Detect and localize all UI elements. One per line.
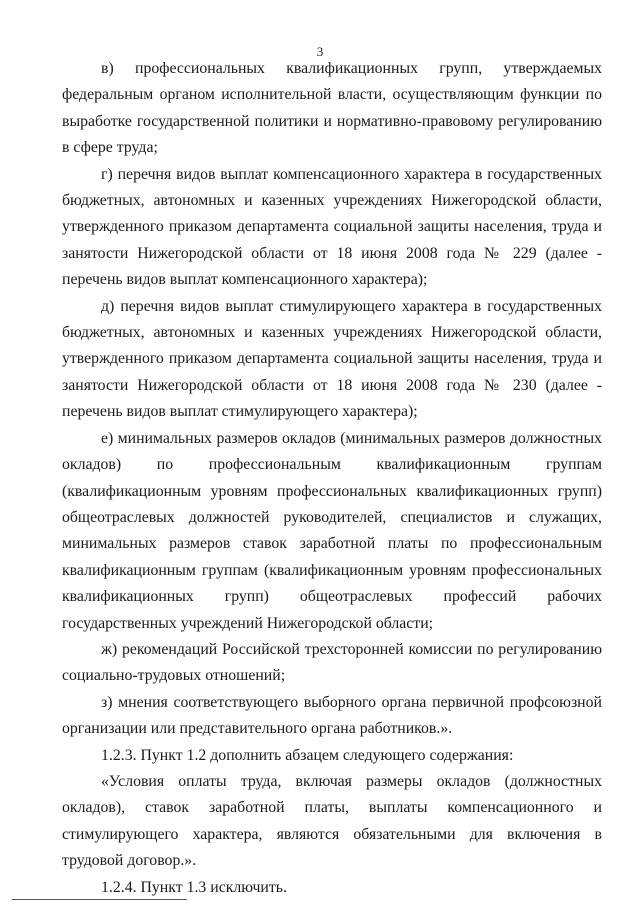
paragraph-v: в) профессиональных квалификационных групп, утверждаемых федеральным органом исполнительной власти, осуществляющим функции по выработке государственной политики и нормативно-правовому регулированию в сфере труда; (62, 60, 602, 157)
paragraph-g: г) перечня видов выплат компенсационного характера в государственных бюджетных, автономных и казенных учреждениях Нижегородской области, утвержденного приказом департамента социальной защиты населения, труда и занятости Нижегородской области от 18 июня 2008 года № 229 (далее - перечень видов выплат компенсационного характера); (62, 165, 602, 289)
paragraph-1-2-4: 1.2.4. Пункт 1.3 исключить. (101, 878, 287, 896)
paragraph-1-2-3: 1.2.3. Пункт 1.2 дополнить абзацем следующего содержания: (101, 746, 514, 764)
paragraph-e: е) минимальных размеров окладов (минимальных размеров должностных окладов) по профессиональным квалификационным группам (квалификационным уровням профессиональных квалификационных групп) общеотраслевых должностей руководителей, специалистов и служащих, минимальных размеров ставок заработной платы по профессиональным квалификационным группам (квалификационным уровням профессиональных квалификационных групп) общеотраслевых профессий рабочих государственных учреждений Нижегородской области; (62, 429, 602, 632)
footer-rule (12, 899, 187, 900)
paragraph-zh: ж) рекомендаций Российской трехсторонней комиссии по регулированию социально-трудовых отношений; (62, 640, 602, 685)
body-text (62, 56, 602, 901)
page-number: 3 (316, 44, 324, 59)
paragraph-z: з) мнения соответствующего выборного органа первичной профсоюзной организации или представительного органа работников.». (62, 693, 602, 738)
paragraph-quote: «Условия оплаты труда, включая размеры окладов (должностных окладов), ставок заработной платы, выплаты компенсационного и стимулирующего характера, являются обязательными для включения в трудовой договор.». (62, 772, 602, 870)
paragraph-d: д) перечня видов выплат стимулирующего характера в государственных бюджетных, автономных и казенных учреждениях Нижегородской области, утвержденного приказом департамента социальной защиты населения, труда и занятости Нижегородской области от 18 июня 2008 года № 230 (далее - перечень видов выплат стимулирующего характера); (62, 297, 602, 421)
